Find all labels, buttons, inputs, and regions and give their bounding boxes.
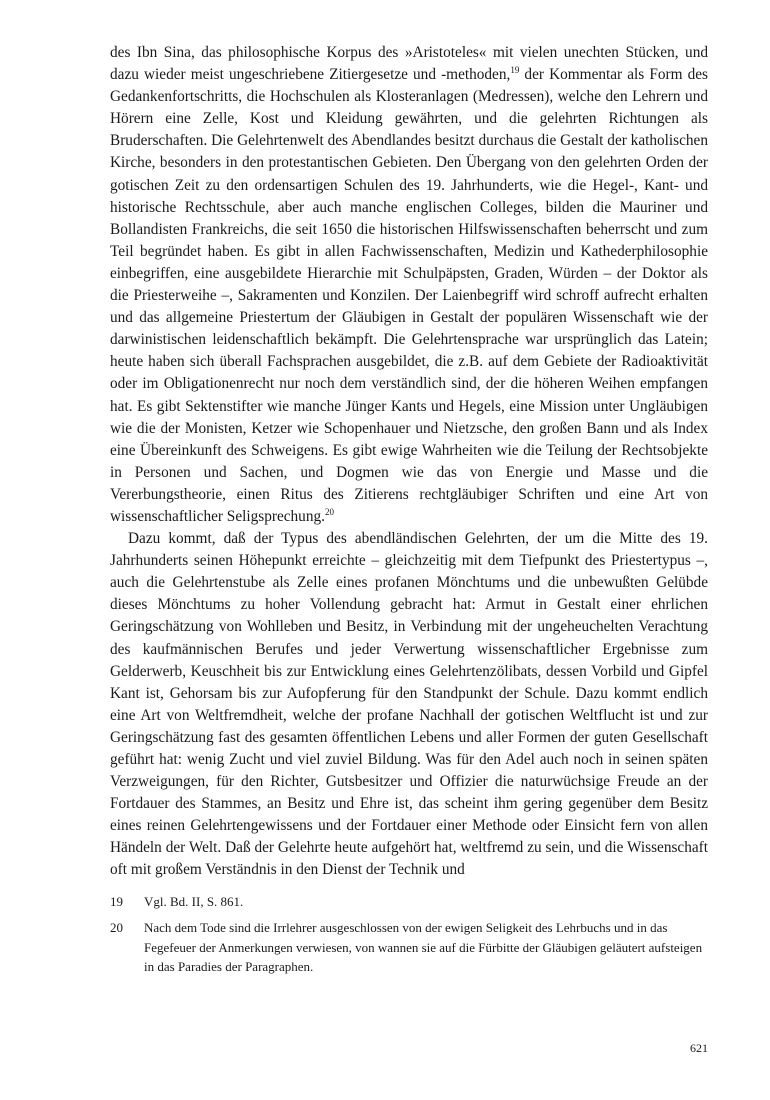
paragraph-1-text-b: der Kommentar als Form des Gedankenfortschritts, die Hochschulen als Klosteranlagen (Medressen), welche den Lehrern und Hörern eine Zelle, Kost und Kleidung gewährten, und die gelehrten Richtungen als Bruderschaften. Die Gelehrtenwelt des Abendlandes besitzt durchaus die Gestalt der katholischen Kirche, besonders in den protestantischen Gebieten. Den Übergang von den gelehrten Orden der gotischen Zeit zu den ordensartigen Schulen des 19. Jahrhunderts, wie die Hegel-, Kant- und historische Rechtsschule, aber auch manche englischen Colleges, bilden die Mauriner und Bollandisten Frankreichs, die seit 1650 die historischen Hilfswissenschaften beherrscht und zum Teil begründet haben. Es gibt in allen Fachwissenschaften, Medizin und Kathederphilosophie einbegriffen, eine ausgebildete Hierarchie mit Schulpäpsten, Graden, Würden – der Doktor als die Priesterweihe –, Sakramenten und Konzilen. Der Laienbegriff wird schroff aufrecht erhalten und das allgemeine Priestertum der Gläubigen in Gestalt der populären Wissenschaft wie der darwinistischen leidenschaftlich bekämpft. Die Gelehrtensprache war ursprünglich das Latein; heute haben sich überall Fachsprachen ausgebildet, die z.B. auf dem Gebiete der Radioaktivität oder im Obligationenrecht nur noch dem verständlich sind, der die höheren Weihen empfangen hat. Es gibt Sektenstifter wie manche Jünger Kants und Hegels, eine Mission unter Ungläubigen wie die der Monisten, Ketzer wie Schopenhauer und Nietzsche, den großen Bann und als Index eine Übereinkunft des Schweigens. Es gibt ewige Wahrheiten wie die Teilung der Rechtsobjekte in Personen und Sachen, und Dogmen wie das von Energie und Masse und die Vererbungstheorie, einen Ritus des Zitierens rechtgläubiger Schriften und eine Art von wissenschaftlicher Seligsprechung. [110, 66, 708, 525]
footnote-number: 20 [110, 920, 123, 936]
footnote-reference-20[interactable]: 20 [324, 506, 334, 517]
paragraph-1-text-a: des Ibn Sina, das philosophische Korpus des »Aristoteles« mit vielen unechten Stücken, und dazu wieder meist ungeschriebene Zitiergesetze und -methoden, [110, 44, 708, 84]
footnote-19 [110, 892, 708, 912]
footnote-20 [110, 918, 708, 977]
footnote-text: Nach dem Tode sind die Irrlehrer ausgeschlossen von der ewigen Seligkeit des Lehrbuchs und in das Fegefeuer der Anmerkungen verwiesen, von wannen sie auf die Fürbitte der Gläubigen geläutert aufsteigen in das Paradies der Paragraphen. [144, 920, 703, 975]
footnote-text: Vgl. Bd. II, S. 861. [144, 893, 244, 909]
paragraph-2: Dazu kommt, daß der Typus des abendländischen Gelehrten, der um die Mitte des 19. Jahrhunderts seinen Höhepunkt erreichte – gleichzeitig mit dem Tiefpunkt des Priestertypus –, auch die Gelehrtenstube als Zelle eines profanen Mönchtums und die unbewußten Gelübde dieses Mönchtums zu hoher Vollendung gebracht hat: Armut in Gestalt einer ehrlichen Geringschätzung von Wohlleben und Besitz, in Verbindung mit der ungeheuchelten Verachtung des kaufmännischen Berufes und jeder Verwertung wissenschaftlicher Ergebnisse zum Gelderwerb, Keuschheit bis zur Entwicklung eines Gelehrtenzölibats, dessen Vorbild und Gipfel Kant ist, Gehorsam bis zur Aufopferung für den Standpunkt der Schule. Dazu kommt endlich eine Art von Weltfremdheit, welche der profane Nachhall der gotischen Weltflucht ist und zur Geringschätzung fast des gesamten öffentlichen Lebens und aller Formen der guten Gesellschaft geführt hat: wenig Zucht und viel zuviel Bildung. Was für den Adel auch noch in seinen späten Verzweigungen, für den Richter, Gutsbesitzer und Offizier die naturwüchsige Freude an der Fortdauer des Stammes, an Besitz und Ehre ist, das scheint ihm gering gegenüber dem Besitz eines reinen Gelehrtengewissens und der Fortdauer einer Methode oder Einsicht fern von allen Händeln der Welt. Daß der Gelehrte heute aufgehört hat, weltfremd zu sein, und die Wissenschaft oft mit großem Verständnis in den Dienst der Technik und [110, 530, 708, 879]
footnote-reference-19[interactable]: 19 [510, 65, 520, 75]
page-content [110, 42, 708, 984]
footnote-number: 19 [110, 893, 123, 909]
paragraph-1 [110, 42, 708, 528]
main-text [110, 42, 708, 882]
footnotes [110, 892, 708, 977]
page-number: 621 [690, 1041, 708, 1055]
